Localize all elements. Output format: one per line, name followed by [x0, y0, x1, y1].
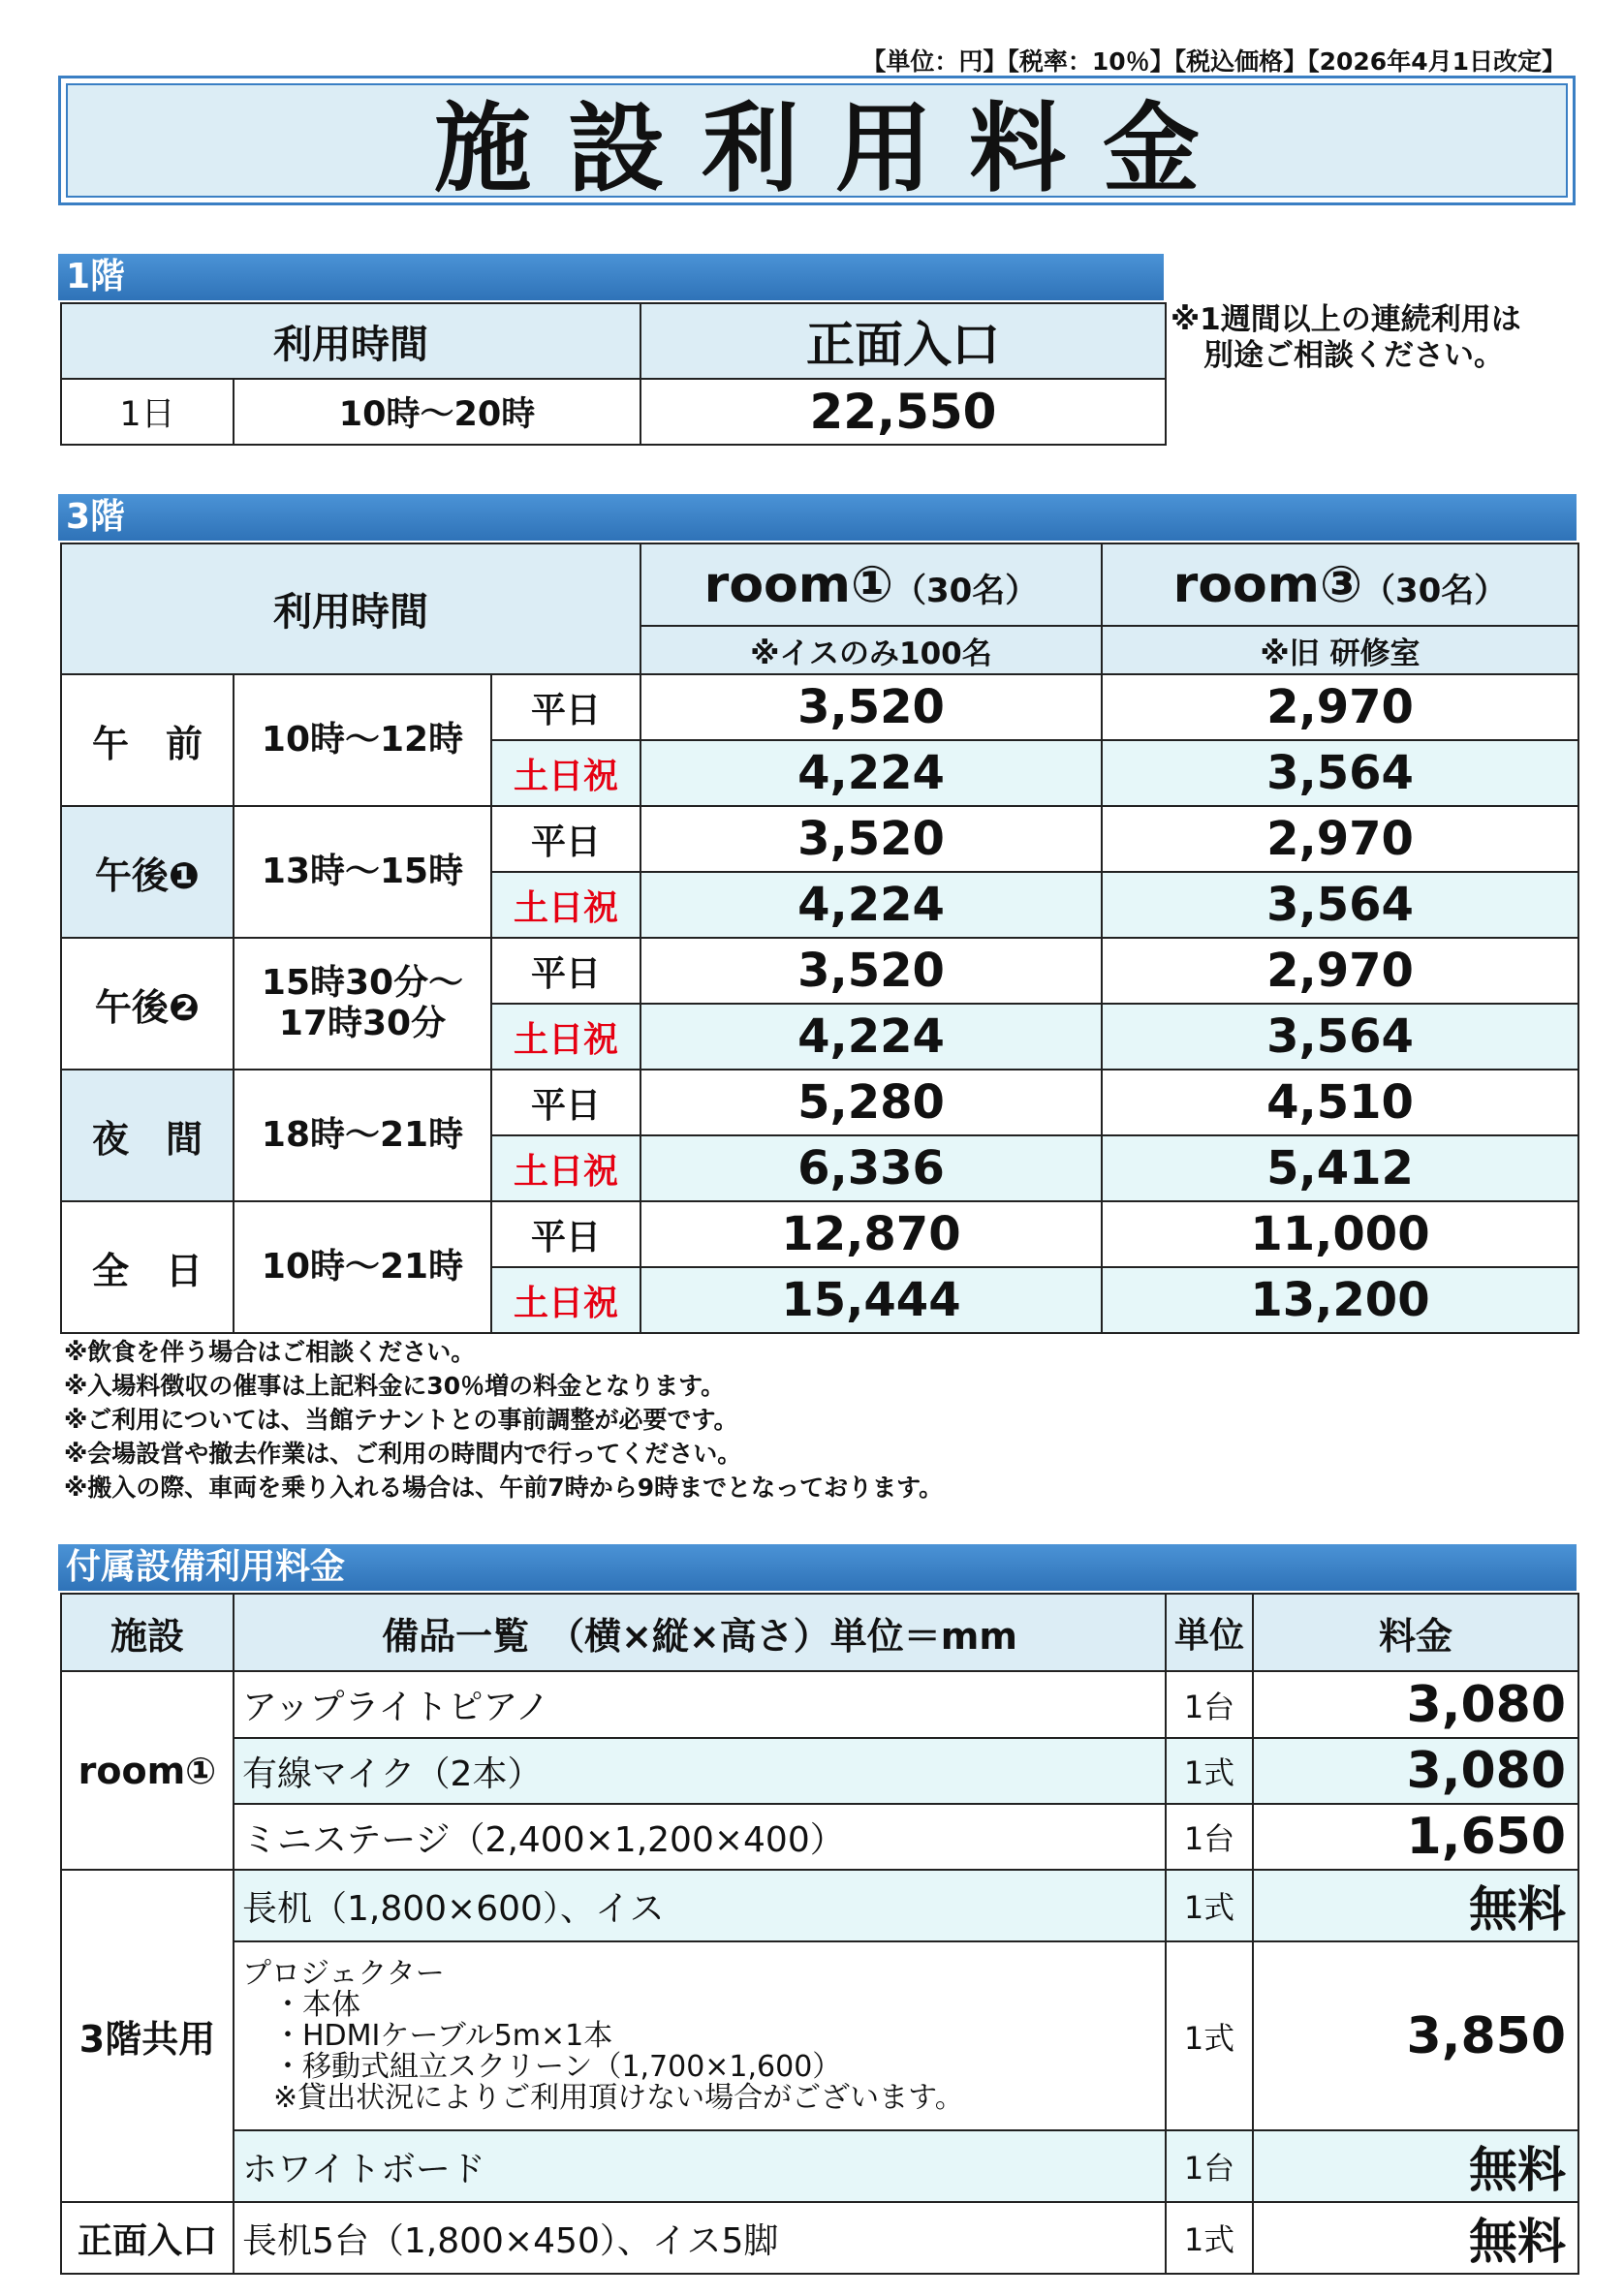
- period-time-cell: [234, 806, 491, 938]
- room1-sub: ※イスのみ100名: [640, 626, 1102, 674]
- period-time-cell: [234, 938, 491, 1070]
- period-name: 午後❷: [61, 938, 234, 1070]
- note-line: ※入場料徴収の催事は上記料金に30％増の料金となります。: [64, 1372, 726, 1400]
- fee-whiteboard: 無料: [1253, 2130, 1578, 2202]
- equipment-col-facility: 施設: [61, 1594, 234, 1671]
- room1-holiday-price: 6,336: [640, 1135, 1102, 1201]
- room1-weekday-price: 3,520: [640, 674, 1102, 740]
- floor3-col-time: 利用時間: [61, 543, 640, 674]
- table-row: [61, 1070, 1578, 1135]
- floor1-table: [60, 302, 1167, 446]
- room3-holiday-price: 3,564: [1102, 1004, 1578, 1070]
- fee-entrance-desk: 無料: [1253, 2202, 1578, 2274]
- period-time-cell: [234, 674, 491, 806]
- floor3-notes: [64, 1335, 943, 1505]
- equipment-col-items: 備品一覧 （横×縦×高さ）単位＝mm: [234, 1594, 1166, 1671]
- weekday-label: 平日: [491, 1070, 640, 1135]
- fee-mic: 3,080: [1253, 1738, 1578, 1804]
- weekday-label: 平日: [491, 674, 640, 740]
- floor1-row-price: 22,550: [640, 379, 1166, 445]
- room3-weekday-price: 2,970: [1102, 938, 1578, 1004]
- item-whiteboard: ホワイトボード: [234, 2130, 1166, 2202]
- unit-mic: 1式: [1166, 1738, 1253, 1804]
- period-time: 10時～12時: [261, 720, 464, 760]
- title-box: [58, 76, 1576, 205]
- projector-line: ※貸出状況によりご利用頂けない場合がございます。: [273, 2080, 964, 2115]
- period-time: 10時～21時: [261, 1247, 464, 1287]
- floor1-note: [1171, 302, 1521, 374]
- period-time: 17時30分: [278, 1004, 447, 1043]
- unit-entrance-desk: 1式: [1166, 2202, 1253, 2274]
- floor3-header: 3階: [58, 494, 1577, 541]
- note-line: ※会場設営や撤去作業は、ご利用の時間内で行ってください。: [64, 1440, 742, 1468]
- room1-holiday-price: 15,444: [640, 1267, 1102, 1333]
- room1-capacity: （30名）: [892, 571, 1039, 610]
- room3-weekday-price: 2,970: [1102, 806, 1578, 872]
- header-note: 【単位：円】【税率：10％】【税込価格】【2026年4月1日改定】: [861, 47, 1566, 76]
- room1-name: room①: [703, 555, 893, 614]
- item-desk: 長机（1,800×600）、イス: [234, 1870, 1166, 1941]
- room3-holiday-price: 3,564: [1102, 740, 1578, 806]
- floor1-note-line2: 別途ご相談ください。: [1203, 338, 1504, 373]
- item-entrance-desk: 長机5台（1,800×450）、イス5脚: [234, 2202, 1166, 2274]
- period-time-cell: [234, 1070, 491, 1201]
- equipment-col-unit: 単位: [1166, 1594, 1253, 1671]
- holiday-label: 土日祝: [491, 740, 640, 806]
- fee-desk: 無料: [1253, 1870, 1578, 1941]
- weekday-label: 平日: [491, 1201, 640, 1267]
- unit-desk: 1式: [1166, 1870, 1253, 1941]
- period-time: 18時～21時: [261, 1115, 464, 1155]
- holiday-label: 土日祝: [491, 1267, 640, 1333]
- page-title: 施設利用料金: [66, 83, 1568, 198]
- room3-capacity: （30名）: [1361, 571, 1508, 610]
- period-time: 13時～15時: [261, 852, 464, 891]
- table-row: [61, 674, 1578, 740]
- group-room1: room①: [61, 1671, 234, 1870]
- table-row: [61, 938, 1578, 1004]
- floor1-col-time: 利用時間: [61, 303, 640, 379]
- room3-header: [1102, 543, 1578, 626]
- holiday-label: 土日祝: [491, 1135, 640, 1201]
- weekday-label: 平日: [491, 938, 640, 1004]
- unit-piano: 1台: [1166, 1671, 1253, 1738]
- equipment-col-fee: 料金: [1253, 1594, 1578, 1671]
- period-name: 全 日: [61, 1201, 234, 1333]
- room3-sub: ※旧 研修室: [1102, 626, 1578, 674]
- floor3-table: [60, 543, 1579, 1334]
- item-projector: [234, 1941, 1166, 2130]
- holiday-label: 土日祝: [491, 872, 640, 938]
- period-time-cell: [234, 1201, 491, 1333]
- room1-weekday-price: 12,870: [640, 1201, 1102, 1267]
- equipment-header: 付属設備利用料金: [58, 1544, 1577, 1591]
- room3-holiday-price: 13,200: [1102, 1267, 1578, 1333]
- unit-whiteboard: 1台: [1166, 2130, 1253, 2202]
- room3-name: room③: [1172, 555, 1362, 614]
- table-row: [61, 806, 1578, 872]
- period-name: 午 前: [61, 674, 234, 806]
- note-line: ※搬入の際、車両を乗り入れる場合は、午前7時から9時までとなっております。: [64, 1474, 944, 1502]
- unit-projector: 1式: [1166, 1941, 1253, 2130]
- room3-holiday-price: 3,564: [1102, 872, 1578, 938]
- room1-weekday-price: 3,520: [640, 938, 1102, 1004]
- weekday-label: 平日: [491, 806, 640, 872]
- floor1-col-room: 正面入口: [640, 303, 1166, 379]
- projector-line: ・HDMIケーブル5m×1本: [273, 2018, 613, 2053]
- room3-holiday-price: 5,412: [1102, 1135, 1578, 1201]
- fee-piano: 3,080: [1253, 1671, 1578, 1738]
- room1-holiday-price: 4,224: [640, 872, 1102, 938]
- period-time: 15時30分～: [261, 963, 464, 1003]
- unit-stage: 1台: [1166, 1804, 1253, 1870]
- projector-line: プロジェクター: [242, 1956, 445, 1991]
- projector-line: ・移動式組立スクリーン（1,700×1,600）: [273, 2049, 842, 2084]
- room1-holiday-price: 4,224: [640, 1004, 1102, 1070]
- fee-stage: 1,650: [1253, 1804, 1578, 1870]
- room1-header: [640, 543, 1102, 626]
- period-name: 午後❶: [61, 806, 234, 938]
- period-name: 夜 間: [61, 1070, 234, 1201]
- floor1-header: 1階: [58, 254, 1164, 300]
- equipment-table: [60, 1593, 1579, 2275]
- projector-line: ・本体: [273, 1987, 360, 2022]
- holiday-label: 土日祝: [491, 1004, 640, 1070]
- room1-holiday-price: 4,224: [640, 740, 1102, 806]
- fee-projector: 3,850: [1253, 1941, 1578, 2130]
- room1-weekday-price: 5,280: [640, 1070, 1102, 1135]
- note-line: ※飲食を伴う場合はご相談ください。: [64, 1338, 476, 1366]
- note-line: ※ご利用については、当館テナントとの事前調整が必要です。: [64, 1406, 738, 1434]
- floor1-row-time: 10時～20時: [234, 379, 640, 445]
- floor1-note-line1: ※1週間以上の連続利用は: [1171, 302, 1521, 337]
- item-piano: アップライトピアノ: [234, 1671, 1166, 1738]
- item-mic: 有線マイク（2本）: [234, 1738, 1166, 1804]
- group-3f-shared: 3階共用: [61, 1870, 234, 2202]
- room3-weekday-price: 2,970: [1102, 674, 1578, 740]
- room3-weekday-price: 4,510: [1102, 1070, 1578, 1135]
- room1-weekday-price: 3,520: [640, 806, 1102, 872]
- item-stage: ミニステージ（2,400×1,200×400）: [234, 1804, 1166, 1870]
- floor1-row-day: 1日: [61, 379, 234, 445]
- table-row: [61, 1201, 1578, 1267]
- room3-weekday-price: 11,000: [1102, 1201, 1578, 1267]
- group-entrance: 正面入口: [61, 2202, 234, 2274]
